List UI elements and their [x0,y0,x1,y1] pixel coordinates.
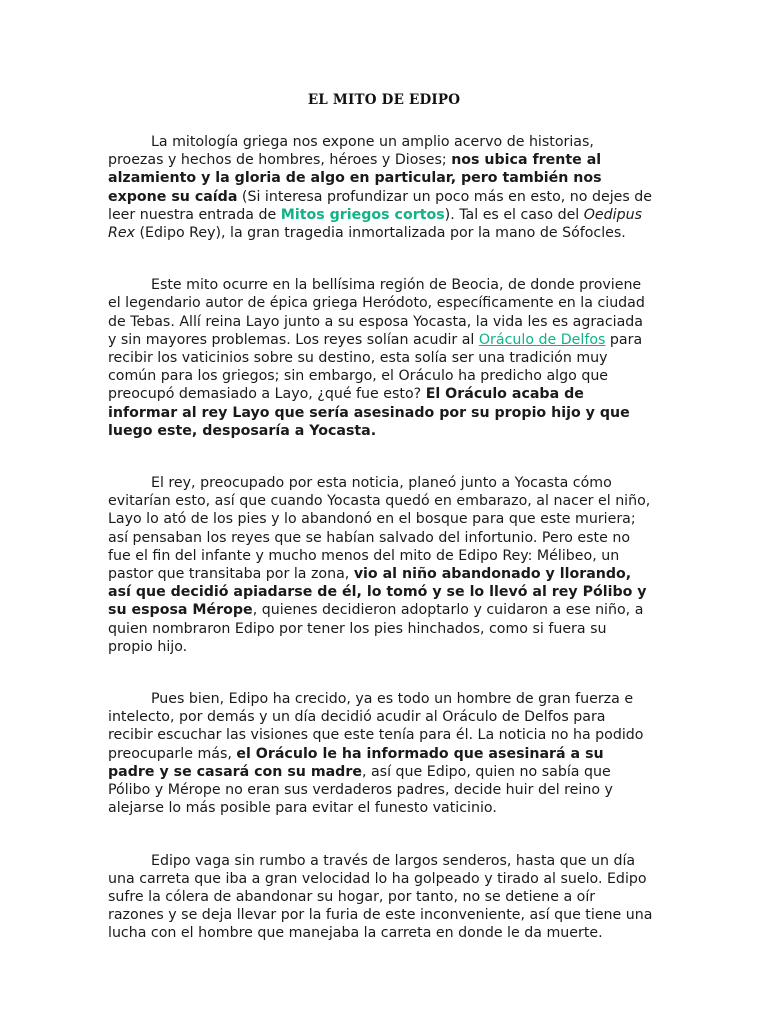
p4-bold: el Oráculo le ha informado que asesinará a su padre y se casará con su madre [108,745,604,780]
p1-bold: nos ubica frente al alzamiento y la gloria de algo en particular, pero también nos expone su caída [108,152,602,205]
paragraph-4 [108,690,653,817]
oraculo-delfos-link[interactable]: Oráculo de Delfos [478,331,606,348]
p1-text-c: (Si interesa profundizar un poco más en esto, no dejes de leer nuestra entrada de [108,188,653,223]
paragraph-3 [108,474,653,656]
page-title: EL MITO DE EDIPO [307,92,461,108]
p2-text-a: Este mito ocurre en la bellísima región de Beocia, de donde proviene el legendario autor de épica griega Heródoto, específicamente en la ciudad de Tebas. Allí reina Layo junto a su esposa Yocasta, la vida les es agraciada y sin mayores problemas. Los reyes solían acudir al [108,277,645,348]
p4-text-b: , así que Edipo, quien no sabía que Pólibo y Mérope no eran sus verdaderos padres, decide huir del reino y alejarse lo más posible para evitar el funesto vaticinio. [108,763,613,817]
mitos-griegos-link[interactable]: Mitos griegos cortos [280,206,445,223]
paragraph-5 [108,852,653,943]
p5-text-a: Edipo vaga sin rumbo a través de largos senderos, hasta que un día una carreta que iba a gran velocidad lo ha golpeado y tirado al suelo. Edipo sufre la cólera de abandonar su hogar, por tanto, no se detiene a oír razones y se deja llevar por la furia de este inconveniente, así que tiene una lucha con el hombre que manejaba la carreta en donde le da muerte. [108,852,653,942]
paragraph-1 [108,133,653,242]
p3-text-a: El rey, preocupado por esta noticia, planeó junto a Yocasta cómo evitarían esto, así que cuando Yocasta quedó en embarazo, al nacer el niño, Layo lo ató de los pies y lo abandonó en el bosque para que este muriera; así pensaban los reyes que se habían salvado del infortunio. Pero este no fue el fin del infante y mucho menos del mito de Edipo Rey: Mélibeo, un pastor que transitaba por la zona, [108,475,651,583]
p4-text-a: Pues bien, Edipo ha crecido, ya es todo un hombre de gran fuerza e intelecto, por demás y un día decidió acudir al Oráculo de Delfos para recibir escuchar las visiones que este tenía para él. La noticia no ha podido preocuparle más, [108,691,644,762]
p3-text-b: , quienes decidieron adoptarlo y cuidaron a ese niño, a quien nombraron Edipo por tener los pies hinchados, como si fuera su propio hijo. [108,602,644,655]
p1-text-d: ). Tal es el caso del [444,206,584,223]
p2-bold: El Oráculo acaba de informar al rey Layo que sería asesinado por su propio hijo y que luego este, desposaría a Yocasta. [108,386,630,439]
paragraph-2 [108,276,653,440]
p1-text-a: La mitología griega nos expone un amplio acervo de historias, proezas y hechos de hombres, héroes y Dioses; [108,134,594,169]
p2-text-b: para recibir los vaticinios sobre su destino, esta solía ser una tradición muy común para los griegos; sin embargo, el Oráculo ha predicho algo que preocupó demasiado a Layo, ¿qué fue esto? [108,331,643,403]
p1-italic: Oedipus Rex [108,206,642,242]
document-body [108,133,653,943]
p1-text-e: (Edipo Rey), la gran tragedia inmortalizada por la mano de Sófocles. [134,225,626,242]
p3-bold: vio al niño abandonado y llorando, así que decidió apiadarse de él, lo tomó y se lo llevó al rey Pólibo y su esposa Mérope [108,566,647,619]
